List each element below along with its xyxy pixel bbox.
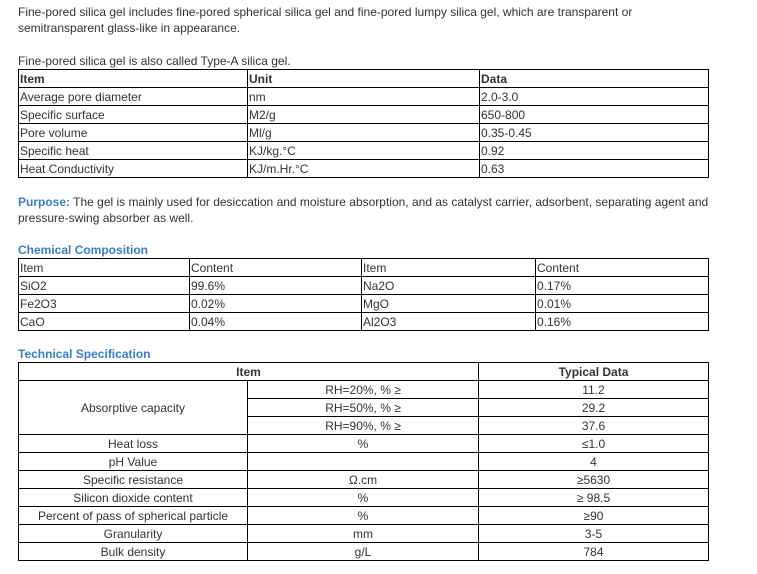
table-cell: Silicon dioxide content — [19, 489, 248, 507]
table-row — [19, 489, 709, 507]
table-cell: 0.63 — [480, 160, 709, 178]
column-header: Unit — [248, 70, 480, 88]
column-header: Item — [19, 259, 190, 277]
table-cell: Granularity — [19, 525, 248, 543]
table-cell: 0.01% — [536, 295, 709, 313]
technical-specification-table — [18, 362, 709, 561]
table-cell: 99.6% — [190, 277, 362, 295]
table-cell: M2/g — [248, 106, 480, 124]
table-cell: Specific resistance — [19, 471, 248, 489]
technical-specification-heading: Technical Specification — [18, 347, 151, 361]
table-cell: 29.2 — [479, 399, 709, 417]
table-cell: KJ/kg.°C — [248, 142, 480, 160]
table-cell: 784 — [479, 543, 709, 561]
table-row — [19, 124, 709, 142]
table-cell: ≥ 98.5 — [479, 489, 709, 507]
table-row — [19, 277, 709, 295]
table-cell: 0.17% — [536, 277, 709, 295]
table-cell: 4 — [479, 453, 709, 471]
table-row — [19, 435, 709, 453]
table-cell: g/L — [248, 543, 479, 561]
column-header: Item — [19, 363, 479, 381]
column-header: Data — [480, 70, 709, 88]
table-cell: Average pore diameter — [19, 88, 248, 106]
purpose-text: The gel is mainly used for desiccation and moisture absorption, and as catalyst carrier, adsorbent, separating agent and pressure-swing absorber as well. — [18, 195, 709, 225]
absorptive-capacity-label: Absorptive capacity — [19, 381, 248, 435]
table-cell: RH=20%, % ≥ — [248, 381, 479, 399]
purpose-label: Purpose: — [18, 195, 71, 209]
table-cell: Specific heat — [19, 142, 248, 160]
table-cell: MgO — [362, 295, 536, 313]
table-cell: 3-5 — [479, 525, 709, 543]
table-cell: % — [248, 435, 479, 453]
column-header: Content — [536, 259, 709, 277]
table-row — [19, 381, 709, 399]
column-header: Typical Data — [479, 363, 709, 381]
table-cell: Bulk density — [19, 543, 248, 561]
table-cell: Ml/g — [248, 124, 480, 142]
table-cell: 0.04% — [190, 313, 362, 331]
column-header: Item — [19, 70, 248, 88]
table-row — [19, 543, 709, 561]
table-cell: pH Value — [19, 453, 248, 471]
table-row — [19, 88, 709, 106]
table-header-row — [19, 363, 709, 381]
table-cell: 2.0-3.0 — [480, 88, 709, 106]
table-row — [19, 160, 709, 178]
table-cell: Heat Conductivity — [19, 160, 248, 178]
table-cell: % — [248, 507, 479, 525]
table-cell: 0.16% — [536, 313, 709, 331]
table-row — [19, 471, 709, 489]
table-cell: 0.92 — [480, 142, 709, 160]
table-row — [19, 453, 709, 471]
table-row — [19, 525, 709, 543]
table-row — [19, 313, 709, 331]
table-header-row — [19, 259, 709, 277]
table-cell: CaO — [19, 313, 190, 331]
table-cell: RH=50%, % ≥ — [248, 399, 479, 417]
table-row — [19, 106, 709, 124]
table-cell: mm — [248, 525, 479, 543]
table-cell: ≥90 — [479, 507, 709, 525]
table-cell: ≤1.0 — [479, 435, 709, 453]
table-header-row — [19, 70, 709, 88]
table-row — [19, 507, 709, 525]
table-cell: Na2O — [362, 277, 536, 295]
table-cell: Pore volume — [19, 124, 248, 142]
table-cell: 650-800 — [480, 106, 709, 124]
table-cell: KJ/m.Hr.°C — [248, 160, 480, 178]
table-cell: 0.02% — [190, 295, 362, 313]
table-cell: Ω.cm — [248, 471, 479, 489]
column-header: Item — [362, 259, 536, 277]
table-cell: SiO2 — [19, 277, 190, 295]
table-cell: nm — [248, 88, 480, 106]
table-cell: 37.6 — [479, 417, 709, 435]
type-a-note: Fine-pored silica gel is also called Type-A silica gel. — [18, 54, 291, 68]
purpose-paragraph — [18, 194, 718, 226]
column-header: Content — [190, 259, 362, 277]
table-cell: % — [248, 489, 479, 507]
chemical-composition-table — [18, 258, 709, 331]
table-cell: Percent of pass of spherical particle — [19, 507, 248, 525]
table-cell: Specific surface — [19, 106, 248, 124]
table-cell: RH=90%, % ≥ — [248, 417, 479, 435]
table-cell: Al2O3 — [362, 313, 536, 331]
table-row — [19, 142, 709, 160]
table-cell: 11.2 — [479, 381, 709, 399]
table-cell: Fe2O3 — [19, 295, 190, 313]
table-cell: Heat loss — [19, 435, 248, 453]
table-row — [19, 295, 709, 313]
table-cell — [248, 453, 479, 471]
properties-table — [18, 69, 709, 178]
intro-paragraph: Fine-pored silica gel includes fine-pored spherical silica gel and fine-pored lumpy silica gel, which are transparent or semitransparent glass-like in appearance. — [18, 5, 633, 35]
chemical-composition-heading: Chemical Composition — [18, 243, 149, 257]
table-cell: 0.35-0.45 — [480, 124, 709, 142]
table-cell: ≥5630 — [479, 471, 709, 489]
